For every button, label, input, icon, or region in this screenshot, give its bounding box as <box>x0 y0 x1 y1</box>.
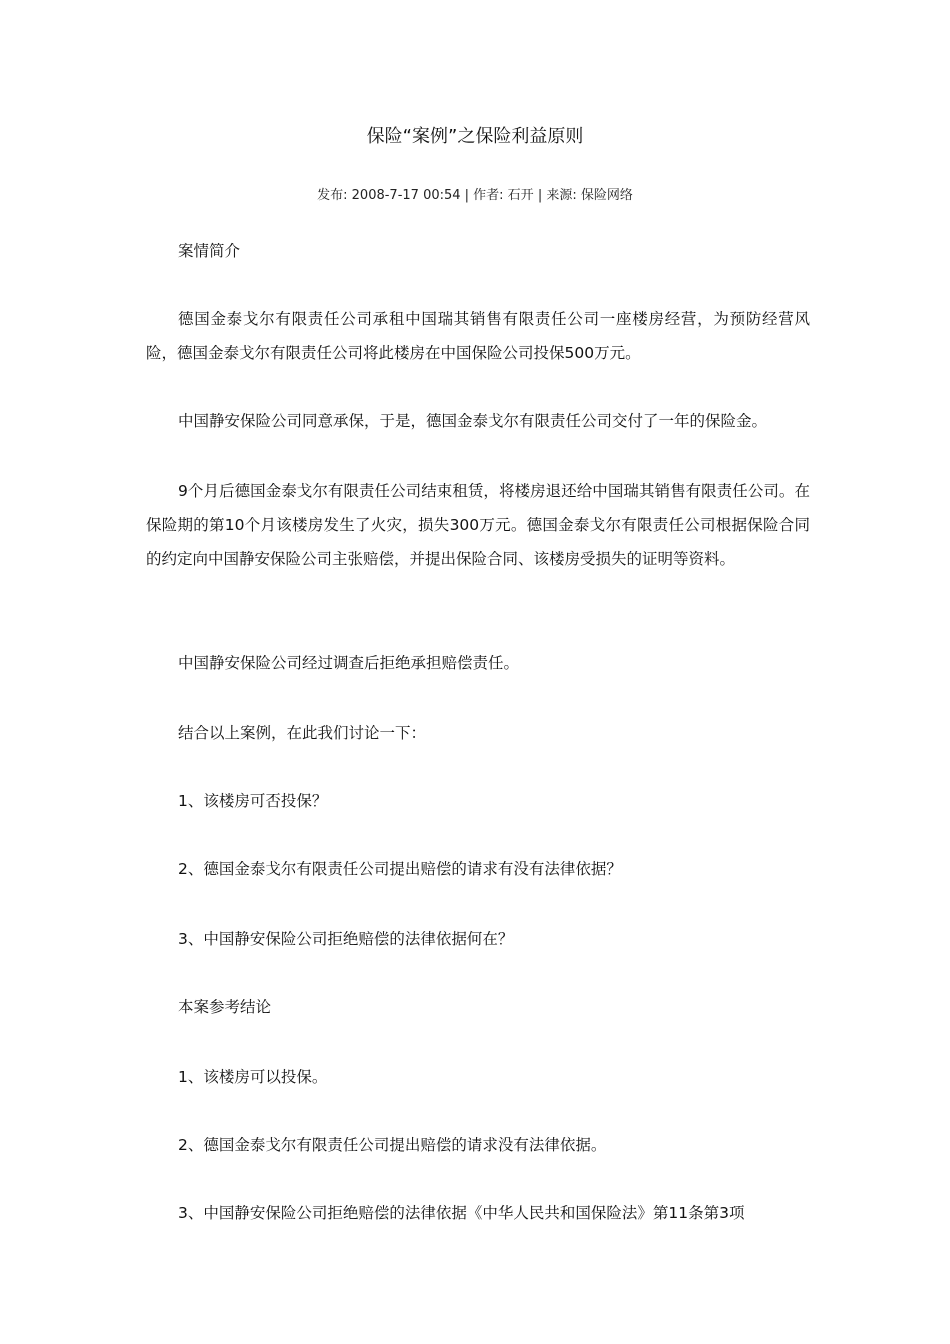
conclusion-2: 2、德国金泰戈尔有限责任公司提出赔偿的请求没有法律依据。 <box>178 1136 607 1154</box>
paragraph-conclusion-heading: 本案参考结论 <box>178 998 272 1016</box>
conclusion-1: 1、该楼房可以投保。 <box>178 1068 328 1086</box>
paragraph-insurance-accepted: 中国静安保险公司同意承保，于是，德国金泰戈尔有限责任公司交付了一年的保险金。 <box>178 412 768 430</box>
article-meta: 发布: 2008-7-17 00:54 | 作者: 石开 | 来源: 保险网络 <box>317 188 633 203</box>
paragraph-case-background: 德国金泰戈尔有限责任公司承租中国瑞其销售有限责任公司一座楼房经营，为预防经营风险，德国金泰戈尔有限责任公司将此楼房在中国保险公司投保500万元。 <box>146 310 810 362</box>
paragraph-discussion-intro: 结合以上案例，在此我们讨论一下： <box>178 724 427 742</box>
paragraph-refusal: 中国静安保险公司经过调查后拒绝承担赔偿责任。 <box>178 654 520 672</box>
paragraph-fire-claim: 9个月后德国金泰戈尔有限责任公司结束租赁，将楼房退还给中国瑞其销售有限责任公司。在保险期的第10个月该楼房发生了火灾，损失300万元。德国金泰戈尔有限责任公司根据保险合同的约定向中国静安保险公司主张赔偿，并提出保险合同、该楼房受损失的证明等资料。 <box>146 482 810 568</box>
question-3: 3、中国静安保险公司拒绝赔偿的法律依据何在？ <box>178 930 514 948</box>
question-1: 1、该楼房可否投保？ <box>178 792 328 810</box>
question-2: 2、德国金泰戈尔有限责任公司提出赔偿的请求有没有法律依据？ <box>178 860 622 878</box>
article-title: 保险“案例”之保险利益原则 <box>366 126 584 147</box>
conclusion-3: 3、中国静安保险公司拒绝赔偿的法律依据《中华人民共和国保险法》第11条第3项 <box>178 1204 745 1222</box>
paragraph-case-intro-heading: 案情简介 <box>178 242 241 260</box>
